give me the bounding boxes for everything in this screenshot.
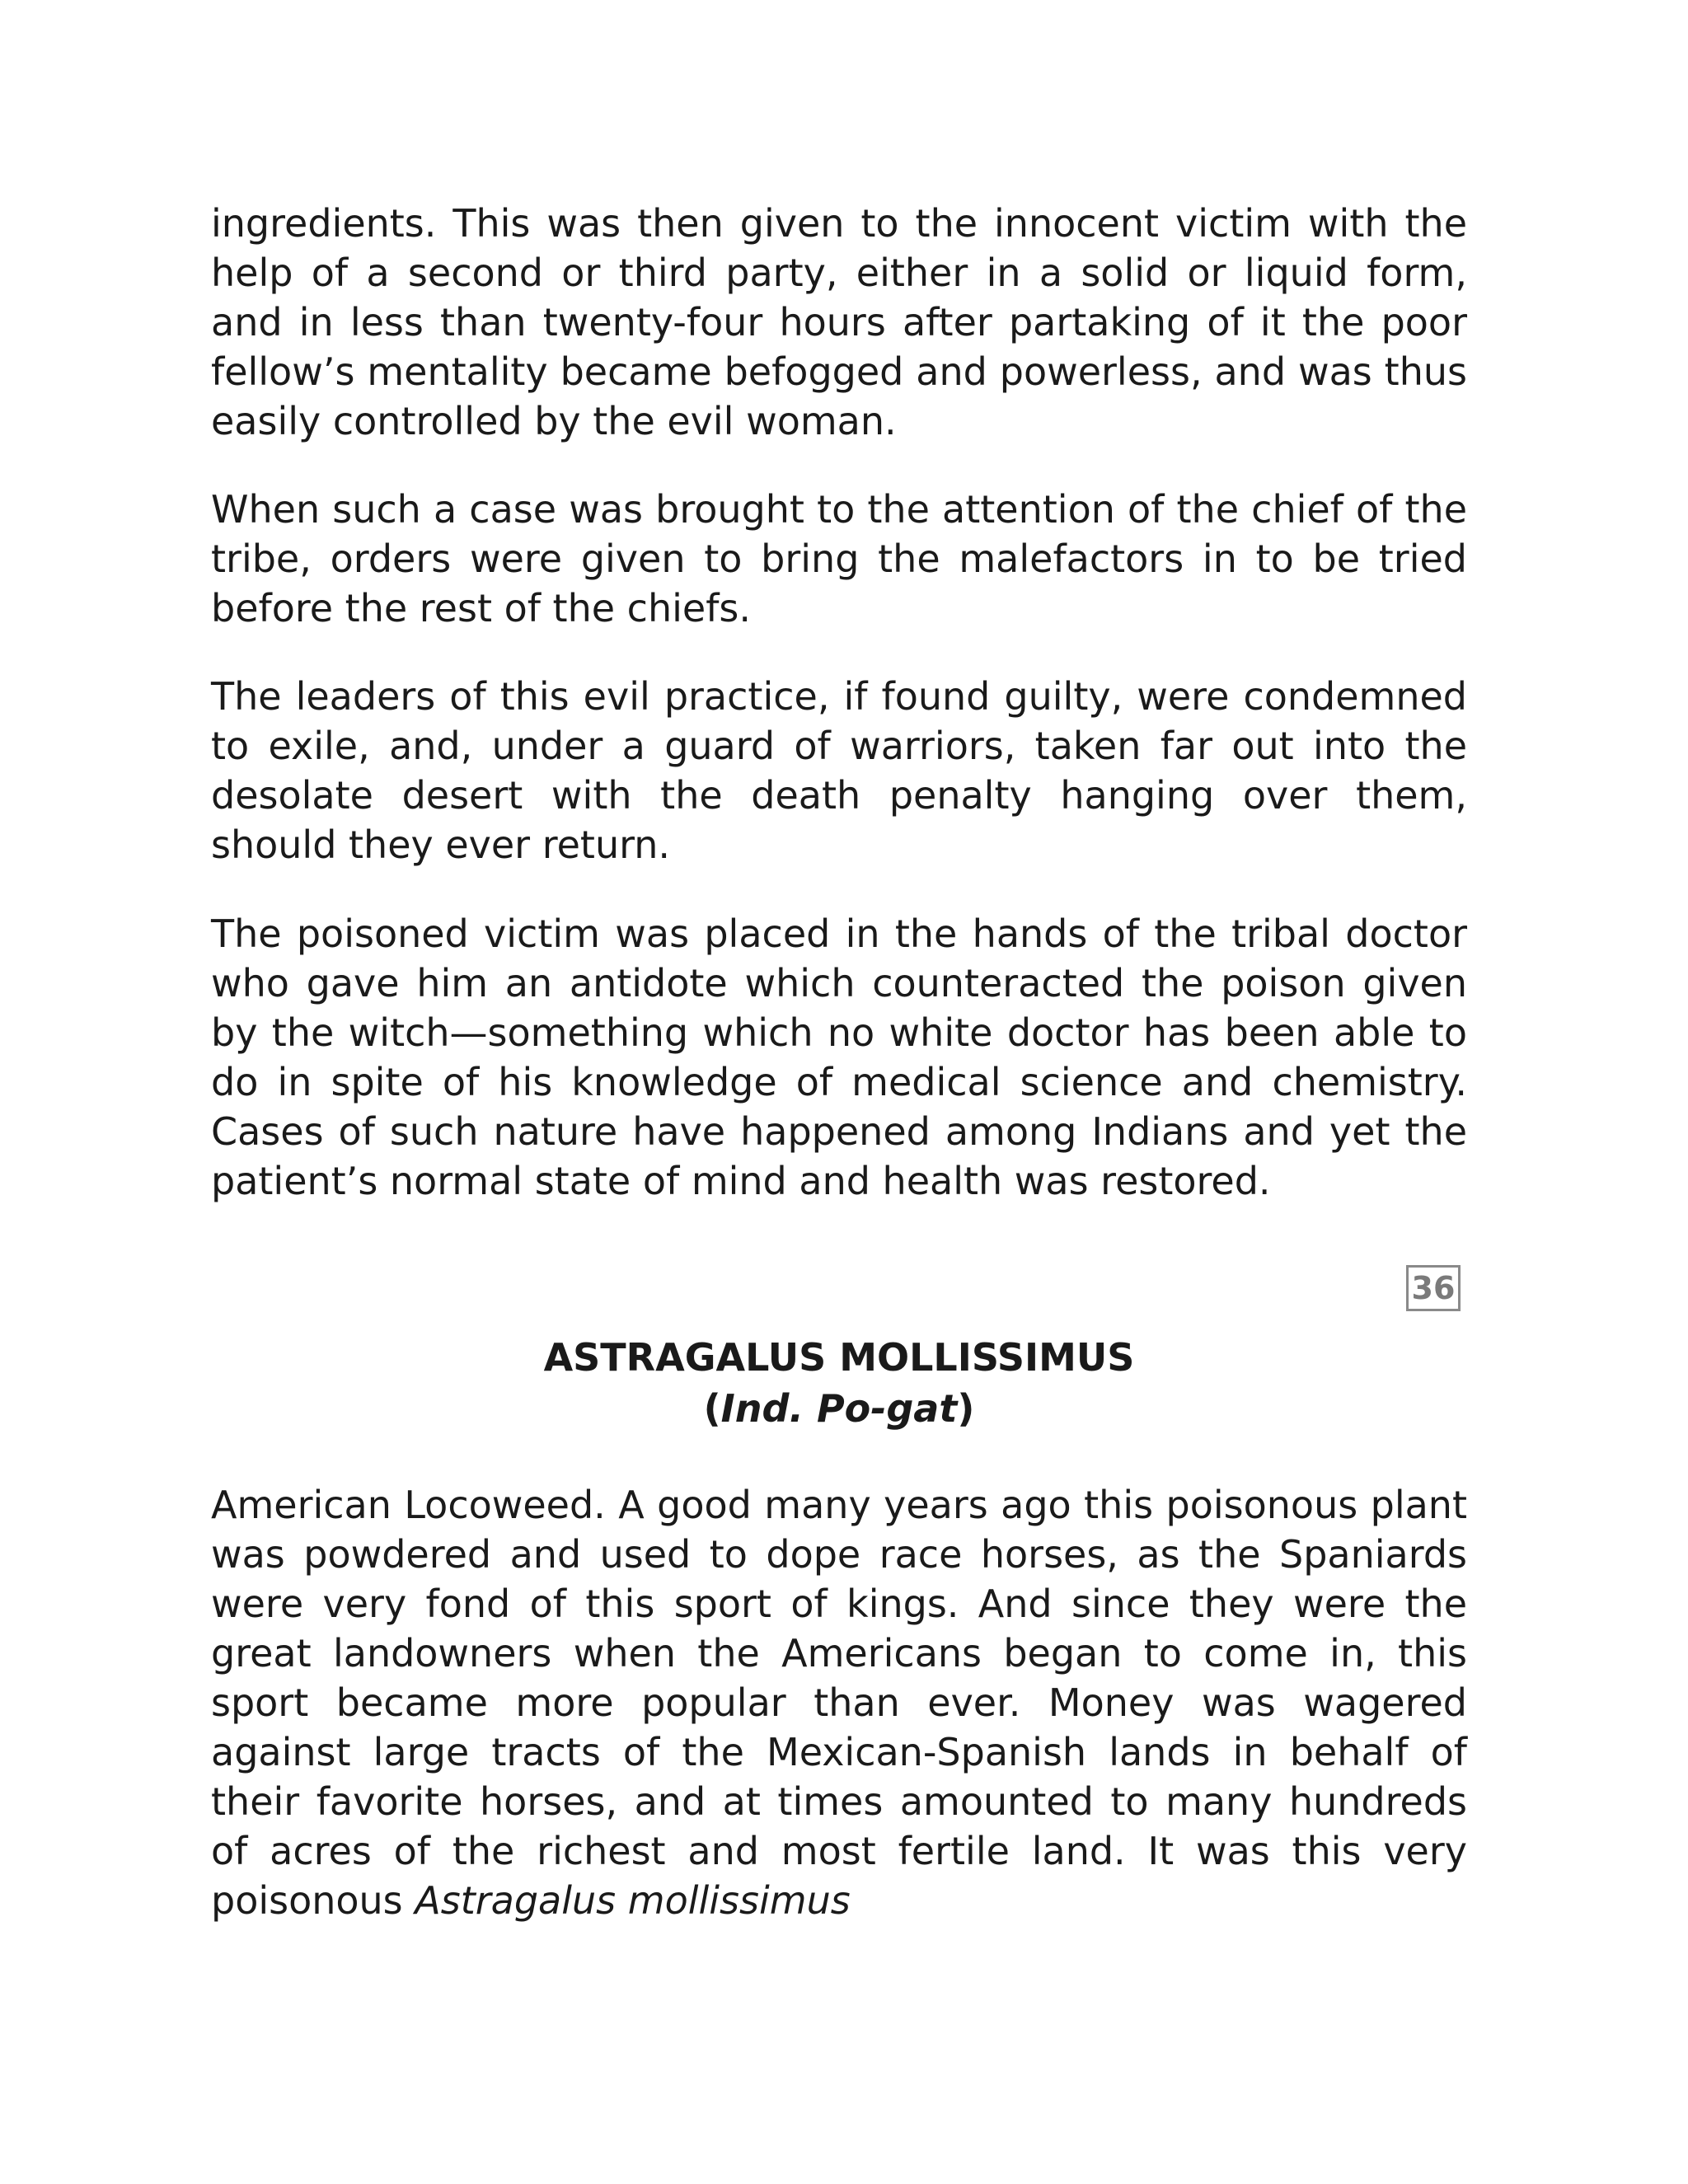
- section-heading: [211, 1332, 1467, 1434]
- paragraph-antidote: The poisoned victim was placed in the hands of the tribal doctor who gave him an antidote which counteracted the poison given by the witch—something which no white doctor has been able to do in spite of his knowledge of medical science and chemistry. Cases of such nature have happened among Indians and yet the patient’s normal state of mind and health was restored.: [211, 912, 1467, 1203]
- species-name-italic: Astragalus mollissimus: [415, 1878, 851, 1923]
- paragraph-chief-attention: When such a case was brought to the attention of the chief of the tribe, orders were given to bring the malefactors in to be tried before the rest of the chiefs.: [211, 487, 1467, 630]
- heading-title: ASTRAGALUS MOLLISSIMUS: [543, 1335, 1135, 1380]
- paragraph-locoweed-text: American Locoweed. A good many years ago this poisonous plant was powdered and used to dope race horses, as the Spaniards were very fond of this sport of kings. And since they were the great landowners when the Americans began to come in, this sport became more popular than ever. Money was wagered against large tracts of the Mexican-Spanish lands in behalf of their favorite horses, and at times amounted to many hundreds of acres of the richest and most fertile land. It was this very poisonous: [211, 1483, 1467, 1923]
- paragraph-exile: The leaders of this evil practice, if found guilty, were condemned to exile, and, under a guard of warriors, taken far out into the desolate desert with the death penalty hanging over them, should they ever return.: [211, 674, 1467, 867]
- heading-close-paren: ): [957, 1386, 975, 1431]
- paragraph-american-locoweed: [211, 1480, 1467, 1925]
- heading-subtitle: [211, 1383, 1467, 1434]
- heading-subtitle-italic: Ind. Po-gat: [720, 1386, 958, 1431]
- paragraph-ingredients: ingredients. This was then given to the innocent victim with the help of a second or third party, either in a solid or liquid form, and in less than twenty-four hours after partaking of it the poor fellow’s mentality became befogged and powerless, and was thus easily controlled by the evil woman.: [211, 201, 1467, 443]
- page-number-box: 36: [1406, 1265, 1461, 1311]
- heading-open-paren: (: [703, 1386, 721, 1431]
